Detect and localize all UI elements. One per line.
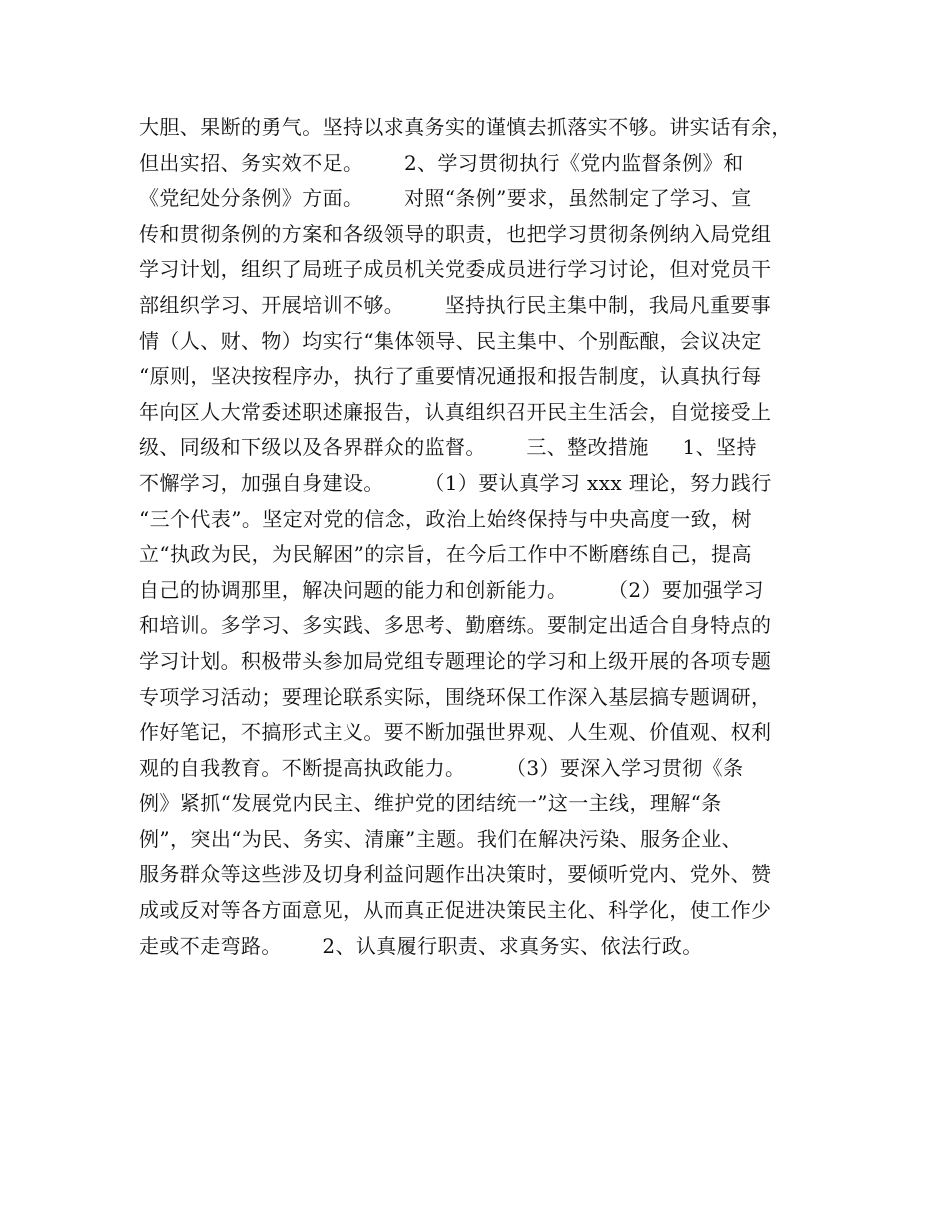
text-line: 作好笔记，不搞形式主义。要不断加强世界观、人生观、价值观、权利 bbox=[139, 720, 772, 745]
text-line: 年向区人大常委述职述廉报告，认真组织召开民主生活会，自觉接受上 bbox=[139, 399, 772, 424]
text-line: 和培训。多学习、多实践、多思考、勤磨练。要制定出适合自身特点的 bbox=[139, 613, 772, 638]
text-line: 服务群众等这些涉及切身利益问题作出决策时，要倾听党内、党外、赞 bbox=[139, 862, 772, 887]
text-line: 观的自我教育。不断提高执政能力。 （3）要深入学习贯彻《条 bbox=[139, 755, 744, 780]
text-line: 自己的协调那里，解决问题的能力和创新能力。 （2）要加强学习 bbox=[139, 577, 764, 602]
text-line: “三个代表”。坚定对党的信念，政治上始终保持与中央高度一致，树 bbox=[139, 506, 752, 531]
text-line: 例”，突出“为民、务实、清廉”主题。我们在解决污染、服务企业、 bbox=[139, 826, 743, 851]
text-line: 学习计划，组织了局班子成员机关党委成员进行学习讨论，但对党员干 bbox=[139, 257, 772, 282]
text-line: 专项学习活动；要理论联系实际，围绕环保工作深入基层搞专题调研， bbox=[139, 684, 772, 709]
text-line: 情（人、财、物）均实行“集体领导、民主集中、个别酝酿，会议决定 bbox=[139, 328, 762, 353]
text-line: 级、同级和下级以及各界群众的监督。 三、整改措施 1、坚持 bbox=[139, 435, 757, 460]
text-line: 大胆、果断的勇气。坚持以求真务实的谨慎去抓落实不够。讲实话有余， bbox=[139, 115, 792, 139]
text-line: 但出实招、务实效不足。 2、学习贯彻执行《党内监督条例》和 bbox=[139, 150, 744, 175]
text-line: 走或不走弯路。 2、认真履行职责、求真务实、依法行政。 bbox=[139, 933, 703, 958]
text-line: “原则，坚决按程序办，执行了重要情况通报和报告制度，认真执行每 bbox=[139, 364, 762, 389]
text-line: 传和贯彻条例的方案和各级领导的职责，也把学习贯彻条例纳入局党组 bbox=[139, 221, 772, 246]
text-line: 例》紧抓“发展党内民主、维护党的团结统一”这一主线，理解“条 bbox=[139, 791, 722, 816]
text-line: 学习计划。积极带头参加局党组专题理论的学习和上级开展的各项专题 bbox=[139, 648, 772, 673]
text-line: 成或反对等各方面意见，从而真正促进决策民主化、科学化，使工作少 bbox=[139, 898, 772, 923]
body-text bbox=[139, 110, 829, 964]
text-line: 不懈学习，加强自身建设。 （1）要认真学习 xxx 理论，努力践行 bbox=[139, 470, 772, 495]
text-line: 《党纪处分条例》方面。 对照“条例”要求，虽然制定了学习、宣 bbox=[139, 186, 752, 211]
text-line: 部组织学习、开展培训不够。 坚持执行民主集中制，我局凡重要事 bbox=[139, 292, 772, 317]
text-line: 立“执政为民，为民解困”的宗旨，在今后工作中不断磨练自己，提高 bbox=[139, 542, 752, 567]
